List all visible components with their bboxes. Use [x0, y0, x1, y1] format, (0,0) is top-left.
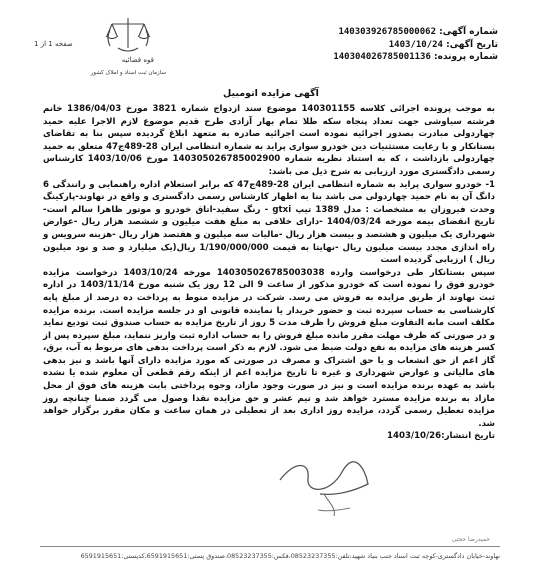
- file-number: 140304026785001136: [333, 52, 431, 62]
- file-number-row: [298, 51, 498, 64]
- org-name-line2: سازمان ثبت اسناد و املاک کشور: [90, 70, 166, 76]
- ad-number-label: شماره آگهی:: [439, 27, 498, 37]
- publish-date: تاریخ انتشار:1403/10/26: [387, 431, 495, 442]
- paragraph-vehicle: 1- خودرو سواری پراید به شماره انتظامی ایران 28-489ج47 که برابر استعلام اداره راهنمایی و رانندگی 6 دانگ آن به نام حمید چهاردولی می باشد بنا به اظهار کارشناس رسمی دادگستری و واقع در نهاوند-پارکینگ وحدت فیروزان به مشخصات : مدل 1389 تیپ gtxi - رنگ سفید-اتاق خودرو و موتور ظاهرا سالم است-تاریخ انقضای بیمه مورخه 1404/03/24 -دارای خلافی به مبلغ هفت میلیون و ششصد هزار ریال -عوارض شهرداری یک میلیون و هشتصد و بیست هزار ریال -مالیات سه میلیون و هفتصد هزار ریال -هزینه سرویس و راه اندازی مجدد بیست میلیون ریال -نهایتا به قیمت 1/190/000/000 ریال(یک میلیارد و صد و نود میلیون ریال ) ارزیابی گردیده است: [43, 179, 496, 266]
- document-header: [0, 0, 542, 84]
- paragraph-auction: سپس بستانکار طی درخواست وارده 140305026785003038 مورخه 1403/10/24 درخواست مزایده خودرو فوق را نموده است که خودرو مذکور از ساعت 9 الی 12 روز یک شنبه مورخ 1403/11/14 در اداره ثبت نهاوند از طریق مزایده به فروش می رسد. شرکت در مزایده منوط به پرداخت ده درصد از مبلغ پایه کارشناسی به حساب سپرده ثبت و حضور خریدار یا نماینده قانونی او در جلسه مزایده است. برنده مزایده مکلف است مابه التفاوت مبلغ فروش را ظرف مدت 5 روز از تاریخ مزایده به حساب صندوق ثبت تودیع نماید و در صورتی که ظرف مهلت مقرر مانده مبلغ فروش را به حساب اداره ثبت واریز ننماید، مبلغ سپرده پس از کسر هزینه های مزایده به نفع دولت ضبط می شود. لازم به ذکر است پرداخت بدهی های مربوط به آب، برق، گاز اعم از حق انشعاب و یا حق اشتراک و مصرف در صورتی که مورد مزایده دارای آنها باشد و نیز بدهی های مالیاتی و عوارض شهرداری و غیره تا تاریخ مزایده اعم از اینکه رقم قطعی آن معلوم شده یا نشده باشد به عهده برنده مزایده است و نیز در صورت وجود مازاد، وجوه پرداختی بابت هزینه های فوق از محل مازاد به برنده مزایده مسترد خواهد شد و تیم عشر و حق مزایده نقدا وصول می گردد ضمنا چنانچه روز مزایده تعطیل رسمی گردد، مزایده روز اداری بعد از تعطیلی در همان ساعت و مکان مقرر برگزار خواهد شد.: [43, 267, 496, 429]
- file-number-label: شماره پرونده:: [434, 52, 498, 62]
- document-body: [43, 103, 495, 443]
- document-title: آگهی مزایده اتومبیل: [223, 88, 319, 99]
- footer-address: نهاوند-خیابان دادگستری-کوچه ثبت اسناد جنب بنیاد شهید،تلفن:08523237355،فکس:08523237355،صندوق پستی:6591915651،کدپستی:6591915651: [80, 552, 500, 560]
- ad-number-row: [298, 26, 498, 39]
- page-number: صفحه 1 از 1: [34, 40, 73, 48]
- ad-meta: [298, 26, 498, 64]
- ad-date-label: تاریخ آگهی:: [446, 39, 498, 50]
- handwritten-signature: [260, 450, 390, 528]
- footer-divider: [40, 546, 500, 547]
- signer-name: حمیدرضا حجتی: [451, 536, 490, 543]
- ad-number: 140303926785000062: [338, 27, 436, 37]
- paragraph-intro: به موجب پرونده اجرائی کلاسه 140301155 موضوع سند ازدواج شماره 3821 مورخ 1386/04/03 خانم فرشته سیاوشی جهت تعداد پنجاه سکه طلا تمام بهار آزادی طرح قدیم موضوع لازم الاجرا علیه حمید چهاردولی مبادرت بصدور اجرائیه نموده است اجرائیه صادره به متعهد ابلاغ گردیده سپس بنا به تقاضای بستانکار و با رعایت مستثنیات دین خودرو سواری پراید به شماره انتظامی ایران 28-489ج47 متعلق به حمید چهاردولی بازداشت ، که به استناد نظریه شماره 140305026785002900 مورخ 1403/10/06 کارشناس رسمی دادگستری مورد ارزیابی به شرح ذیل می باشد:: [43, 104, 495, 177]
- ad-date-row: [298, 39, 498, 52]
- ad-date: 1403/10/24: [388, 39, 443, 50]
- judiciary-emblem-icon: [88, 14, 168, 80]
- org-name-line1: قوه قضائیه: [121, 56, 154, 64]
